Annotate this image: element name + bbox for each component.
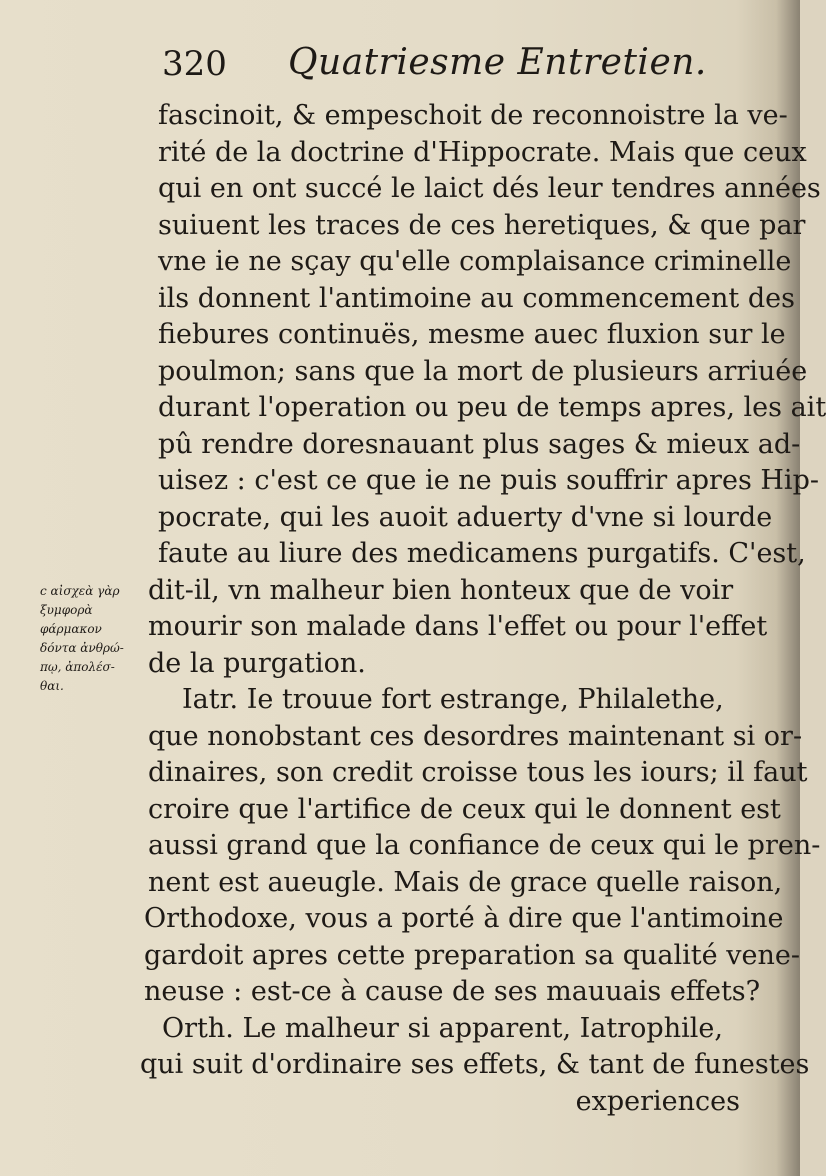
text-line: que nonobstant ces desordres maintenant si or- <box>148 720 803 752</box>
catchword: experiences <box>575 1085 740 1117</box>
text-line: fiebures continuës, mesme auec fluxion sur le <box>158 319 786 350</box>
marginal-line: c αἰσχεὰ γὰρ <box>40 584 120 598</box>
text-line: Orthodoxe, vous a porté à dire que l'antimoine <box>144 903 784 934</box>
text-line: suiuent les traces de ces heretiques, & que par <box>158 209 806 241</box>
marginal-note <box>40 582 148 696</box>
text-line: rité de la doctrine d'Hippocrate. Mais que ceux <box>158 136 807 168</box>
marginal-line: δόντα ἀνθρώ- <box>40 641 124 655</box>
page-header <box>158 42 738 92</box>
page-number: 320 <box>162 44 227 84</box>
running-head: Quatriesme Entretien. <box>288 42 707 83</box>
text-line: pû rendre doresnauant plus sages & mieux ad- <box>158 428 801 460</box>
text-line: nent est aueugle. Mais de grace quelle raison, <box>148 866 783 898</box>
text-line: qui en ont succé le laict dés leur tendres années <box>158 173 821 204</box>
text-line: qui suit d'ordinaire ses effets, & tant de funestes <box>140 1049 810 1080</box>
text-line: mourir son malade dans l'effet ou pour l'effet <box>148 611 768 642</box>
text-line: neuse : est-ce à cause de ses mauuais effets? <box>144 976 761 1007</box>
text-line: gardoit apres cette preparation sa qualité vene- <box>144 939 800 971</box>
speaker-line-orth: Orth. Le malheur si apparent, Iatrophile, <box>162 1012 723 1044</box>
text-line: dinaires, son credit croisse tous les iours; il faut <box>148 757 808 788</box>
speaker-line-iatr: Iatr. Ie trouue fort estrange, Philalethe, <box>182 684 724 715</box>
text-line: poulmon; sans que la mort de plusieurs arriuée <box>158 355 808 387</box>
text-line: faute au liure des medicamens purgatifs. C'est, <box>158 538 806 569</box>
text-line: dit-il, vn malheur bien honteux que de voir <box>148 574 734 606</box>
text-line: croire que l'artifice de ceux qui le donnent est <box>148 793 781 825</box>
text-line: vne ie ne sçay qu'elle complaisance criminelle <box>158 246 792 277</box>
marginal-line: πῳ, ἀπολέσ- <box>40 660 115 674</box>
text-line: de la purgation. <box>148 647 366 679</box>
text-line: uisez : c'est ce que ie ne puis souffrir apres Hip- <box>158 465 819 496</box>
main-text <box>140 98 826 1120</box>
marginal-line: ξυμφορὰ <box>40 603 93 617</box>
marginal-line: φάρμακον <box>40 622 102 636</box>
marginal-line: θαι. <box>40 679 64 693</box>
text-line: durant l'operation ou peu de temps apres, les ait <box>158 392 826 423</box>
text-line: pocrate, qui les auoit aduerty d'vne si lourde <box>158 501 773 533</box>
text-line: fascinoit, & empeschoit de reconnoistre la ve- <box>158 100 788 131</box>
text-line: aussi grand que la confiance de ceux qui le pren- <box>148 830 821 861</box>
text-line: ils donnent l'antimoine au commencement des <box>158 282 795 314</box>
